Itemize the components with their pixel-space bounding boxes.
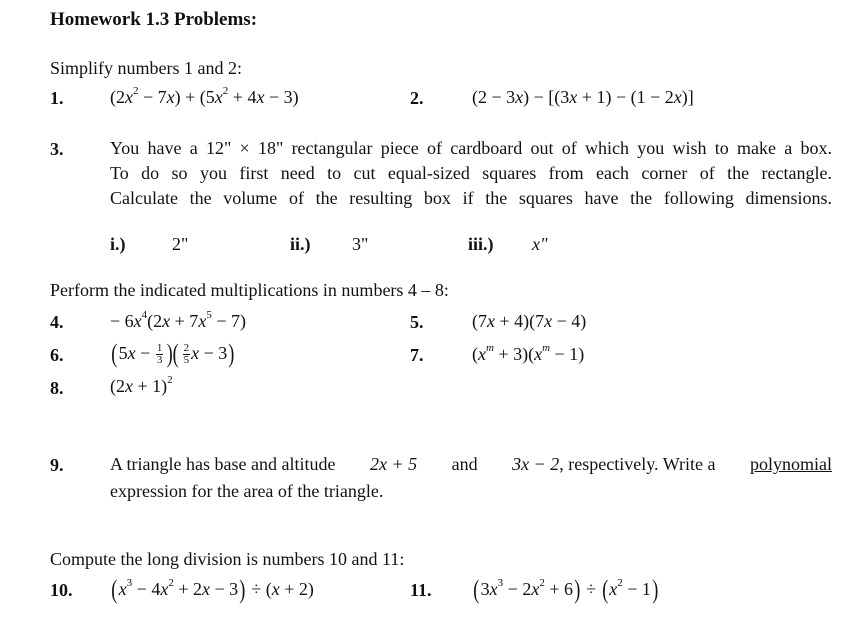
problem-4-expression: − $6x^4(2x + 7x^5 - 7)$ (110, 309, 246, 331)
problem-9-text-b: , respectively. Write a (559, 454, 716, 474)
problem-8-expression: $(2x + 1)^2$ (110, 374, 173, 396)
problem-9-base: 2x + 5 (369, 454, 418, 474)
problem-7-expression: $(x^m + 3)(x^m - 1)$ (472, 342, 585, 364)
problem-11-expression: $(3x^3 - 2x^2 + 6) \div (x^2 - 1)$ (473, 575, 659, 604)
option-ii-label: ii.) (290, 234, 311, 254)
problem-4-number: 4. (50, 312, 64, 332)
problem-3-line-2: To do so you first need to cut equal-sized squares from each corner of the rectangle. (110, 163, 832, 183)
page-title: Homework 1.3 Problems: (50, 9, 258, 30)
problem-9-number: 9. (50, 455, 64, 475)
problem-8-number: 8. (50, 378, 64, 398)
option-i-label: i.) (110, 234, 126, 254)
option-ii-value: 3" (352, 234, 369, 254)
problem-5-number: 5. (410, 312, 424, 332)
problem-9-line-1 (110, 454, 832, 475)
problem-7-number: 7. (410, 345, 424, 365)
section-multiply-heading: Perform the indicated multiplications in numbers 4 – 8: (50, 280, 449, 300)
problem-3-number: 3. (50, 139, 64, 159)
option-iii-value: x" (532, 234, 548, 254)
problem-6-expression: (5x − $\frac{1}{3}$ )( $\frac{2}{5}$ x − 3) (111, 339, 235, 368)
problem-9-altitude: 3x − 2 (512, 454, 560, 474)
problem-5-expression: (7x + 4)(7x − 4) (472, 311, 587, 331)
problem-1-number: 1. (50, 88, 64, 108)
problem-3-line-1: You have a 12" × 18" rectangular piece of cardboard out of which you wish to make a box. (110, 138, 832, 158)
problem-9-line-2: expression for the area of the triangle. (110, 481, 384, 501)
option-iii-label: iii.) (468, 234, 494, 254)
section-simplify-heading: Simplify numbers 1 and 2: (50, 58, 242, 78)
polynomial-link[interactable]: polynomial (750, 454, 832, 474)
problem-11-number: 11. (410, 580, 432, 600)
problem-10-number: 10. (50, 580, 73, 600)
section-division-heading: Compute the long division is numbers 10 and 11: (50, 549, 405, 569)
problem-2-expression: (2 − 3x) − [(3x + 1) − (1 − 2x)] (472, 87, 694, 107)
problem-9-and: and (451, 454, 478, 474)
problem-6-number: 6. (50, 345, 64, 365)
option-i-value: 2" (172, 234, 189, 254)
problem-9-text-a: A triangle has base and altitude (110, 454, 336, 474)
problem-10-expression: $(x^3 - 4x^2 + 2x - 3) \div (x + 2)$ (111, 575, 314, 604)
problem-1-expression: $(2x^2 - 7x) + (5x^2 + 4x - 3)$ (110, 85, 299, 107)
problem-3-line-3: Calculate the volume of the resulting box if the squares have the following dimensions. (110, 188, 832, 208)
problem-2-number: 2. (410, 88, 424, 108)
